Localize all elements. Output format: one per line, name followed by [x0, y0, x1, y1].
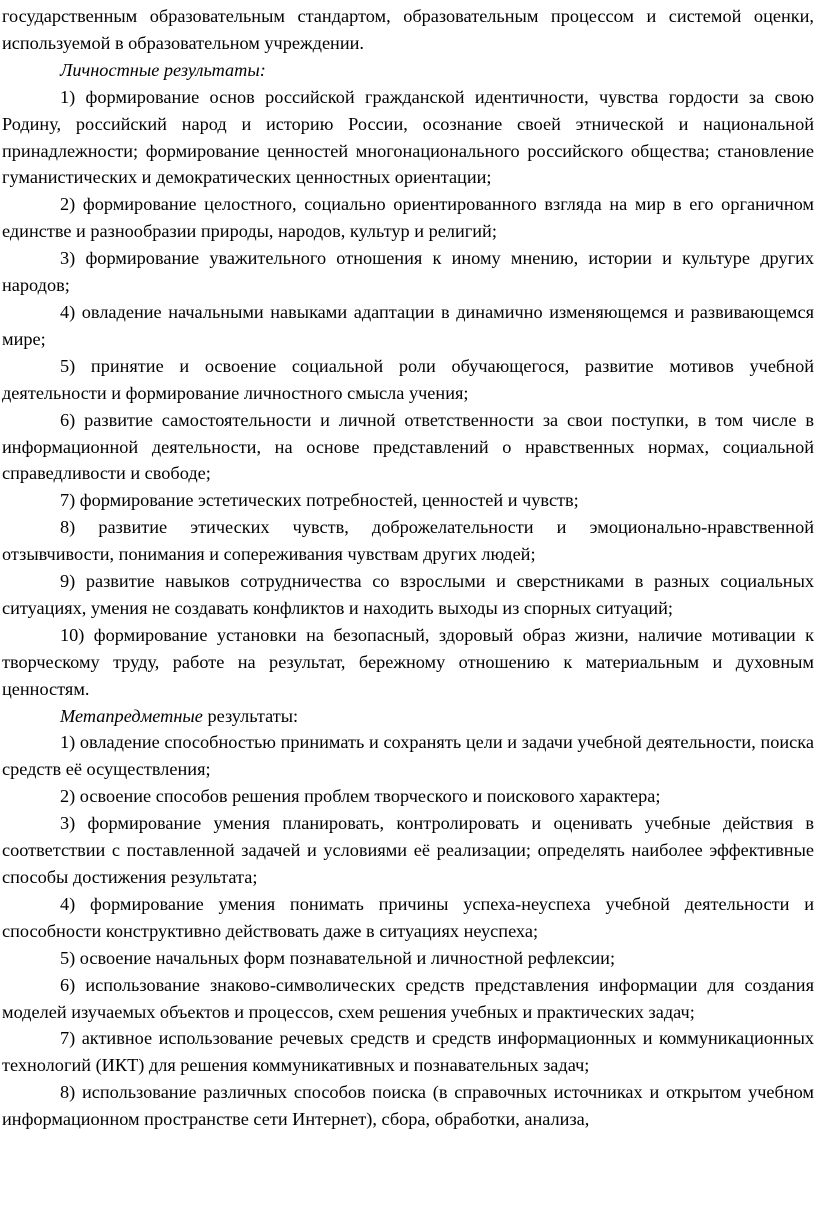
meta-results-heading-italic: Метапредметные [60, 705, 203, 726]
continuation-paragraph: государственным образовательным стандартом, образовательным процессом и системой оценки, используемой в образовательном учреждении. [2, 6, 814, 53]
personal-item-5: 5) принятие и освоение социальной роли обучающегося, развитие мотивов учебной деятельности и формирование личностного смысла учения; [2, 355, 814, 403]
meta-results-heading [2, 703, 814, 730]
meta-item-4: 4) формирование умения понимать причины успеха-неуспеха учебной деятельности и способности конструктивно действовать даже в ситуациях неуспеха; [2, 893, 814, 941]
meta-item-3: 3) формирование умения планировать, контролировать и оценивать учебные действия в соответствии с поставленной задачей и условиями её реализации; определять наиболее эффективные способы достижения результата; [2, 813, 814, 887]
meta-item-1: 1) овладение способностью принимать и сохранять цели и задачи учебной деятельности, поиска средств её осуществления; [2, 732, 814, 780]
personal-item-8: 8) развитие этических чувств, доброжелательности и эмоционально-нравственной отзывчивости, понимания и сопереживания чувствам других людей; [2, 517, 814, 565]
personal-results-heading [2, 57, 814, 84]
personal-item-2: 2) формирование целостного, социально ориентированного взгляда на мир в его органичном единстве и разнообразии природы, народов, культур и религий; [2, 194, 814, 242]
meta-item-6: 6) использование знаково-символических средств представления информации для создания моделей изучаемых объектов и процессов, схем решения учебных и практических задач; [2, 974, 814, 1022]
meta-item-7: 7) активное использование речевых средств и средств информационных и коммуникационных технологий (ИКТ) для решения коммуникативных и познавательных задач; [2, 1028, 814, 1076]
personal-item-6: 6) развитие самостоятельности и личной ответственности за свои поступки, в том числе в информационной деятельности, на основе представлений о нравственных нормах, социальной справедливости и свободе; [2, 409, 814, 484]
personal-item-3: 3) формирование уважительного отношения к иному мнению, истории и культуре других народов; [2, 248, 814, 296]
personal-results-heading-italic: Личностные результаты: [60, 59, 266, 80]
meta-item-5: 5) освоение начальных форм познавательной и личностной рефлексии; [60, 947, 616, 968]
personal-item-7: 7) формирование эстетических потребностей, ценностей и чувств; [60, 490, 579, 511]
meta-item-8: 8) использование различных способов поиска (в справочных источниках и открытом учебном информационном пространстве сети Интернет), сбора, обработки, анализа, [2, 1082, 814, 1130]
personal-item-4: 4) овладение начальными навыками адаптации в динамично изменяющемся и развивающемся мире; [2, 301, 814, 349]
meta-item-2: 2) освоение способов решения проблем творческого и поискового характера; [60, 786, 661, 807]
personal-item-10: 10) формирование установки на безопасный, здоровый образ жизни, наличие мотивации к творческому труду, работе на результат, бережному отношению к материальным и духовным ценностям. [2, 624, 814, 699]
personal-item-1: 1) формирование основ российской гражданской идентичности, чувства гордости за свою Родину, российский народ и историю России, осознание своей этнической и национальной принадлежности; формирование ценностей многонационального российского общества; становление гуманистических и демократических ценностных ориентации; [2, 86, 814, 188]
meta-results-heading-rest: результаты: [202, 705, 299, 726]
personal-item-9: 9) развитие навыков сотрудничества со взрослыми и сверстниками в разных социальных ситуациях, умения не создавать конфликтов и находить выходы из спорных ситуаций; [2, 571, 814, 618]
